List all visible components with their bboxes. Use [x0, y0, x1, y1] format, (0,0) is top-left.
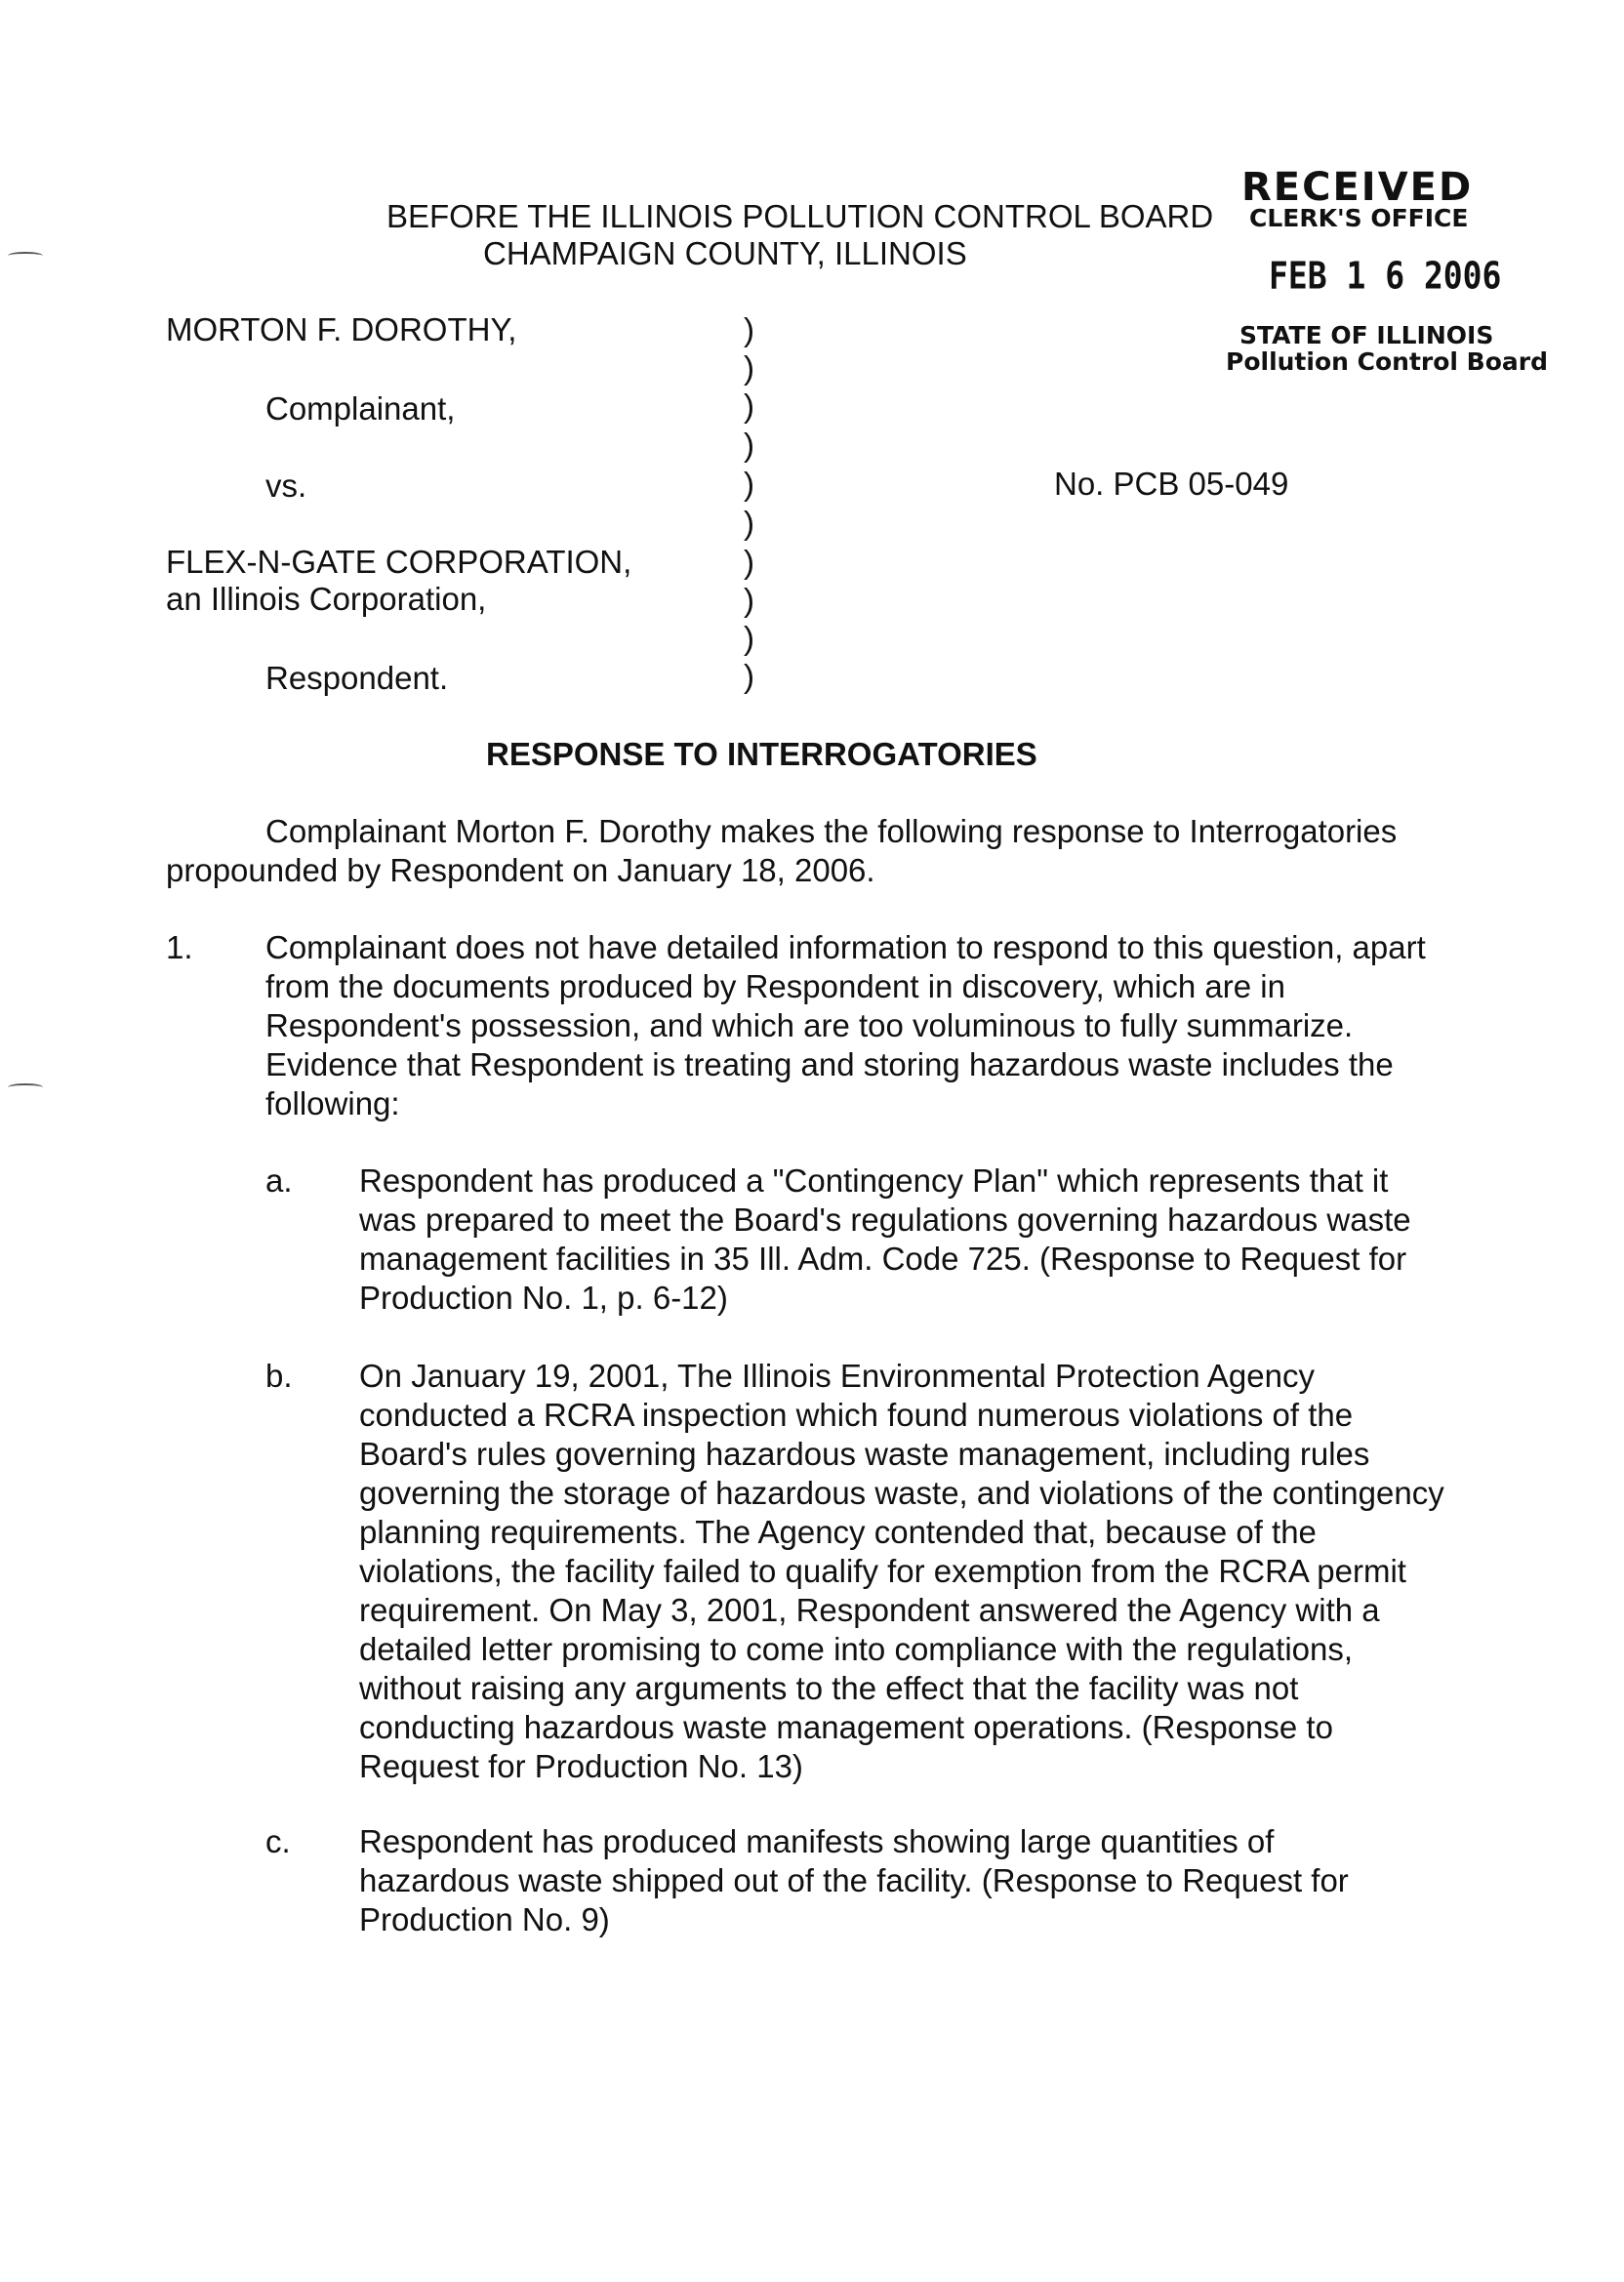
respondent-role: Respondent.	[265, 660, 449, 696]
subitem-text: On January 19, 2001, The Illinois Environmental Protection Agency conducted a RCRA inspection which found numerous violations of the Board's rules governing hazardous waste management, including rules governing the storage of hazardous waste, and violations of the contingency planning requirements. The Agency contended that, because of the violations, the facility failed to qualify for exemption from the RCRA permit requirement. On May 3, 2001, Respondent answered the Agency with a detailed letter promising to come into compliance with the regulations, without raising any arguments to the effect that the facility was not conducting hazardous waste management operations. (Response to Request for Production No. 13)	[359, 1358, 1444, 1784]
caption-paren: )	[744, 544, 754, 580]
subitem-letter: a.	[265, 1162, 293, 1199]
caption-paren: )	[744, 466, 754, 502]
subitem-letter: c.	[265, 1823, 291, 1859]
subitem-letter: b.	[265, 1358, 293, 1394]
clerks-office-stamp: CLERK'S OFFICE	[1249, 204, 1469, 232]
scan-mark	[8, 252, 43, 260]
stamp-board: Pollution Control Board	[1226, 347, 1549, 376]
item-text: Complainant does not have detailed information to respond to this question, apart from the documents produced by Respondent in discovery, which are in Respondent's possession, and which are too voluminous to fully summarize. Evidence that Respondent is treating and storing hazardous waste includes the following:	[265, 929, 1426, 1121]
respondent-name: FLEX-N-GATE CORPORATION,	[166, 544, 632, 580]
intro-paragraph	[166, 812, 1435, 890]
caption-paren: )	[744, 620, 754, 656]
received-stamp: RECEIVED	[1241, 165, 1474, 210]
stamp-state: STATE OF ILLINOIS	[1239, 321, 1494, 349]
scan-mark	[8, 1083, 43, 1091]
intro-text: Complainant Morton F. Dorothy makes the following response to Interrogatories propounded by Respondent on January 18, 2006.	[166, 813, 1398, 888]
case-number: No. PCB 05-049	[1054, 466, 1289, 502]
caption-paren: )	[744, 349, 754, 386]
complainant-role: Complainant,	[265, 390, 456, 427]
caption-paren: )	[744, 427, 754, 463]
respondent-description: an Illinois Corporation,	[166, 581, 487, 617]
document-title: RESPONSE TO INTERROGATORIES	[486, 736, 1037, 772]
caption-paren: )	[744, 505, 754, 541]
county-heading: CHAMPAIGN COUNTY, ILLINOIS	[483, 235, 967, 271]
subitem-text: Respondent has produced a "Contingency Plan" which represents that it was prepared to meet the Board's regulations governing hazardous waste management facilities in 35 Ill. Adm. Code 725. (Response to Request for Production No. 1, p. 6-12)	[359, 1162, 1411, 1316]
court-heading: BEFORE THE ILLINOIS POLLUTION CONTROL BOARD	[386, 198, 1214, 234]
complainant-name: MORTON F. DOROTHY,	[166, 311, 517, 347]
caption-paren: )	[744, 387, 754, 424]
caption-paren: )	[744, 582, 754, 618]
item-number: 1.	[166, 929, 193, 965]
stamp-date: FEB 1 6 2006	[1269, 253, 1502, 298]
subitem-text: Respondent has produced manifests showing large quantities of hazardous waste shipped out of the facility. (Response to Request for Production No. 9)	[359, 1823, 1349, 1937]
caption-paren: )	[744, 658, 754, 694]
caption-paren: )	[744, 311, 754, 347]
versus: vs.	[265, 468, 307, 504]
